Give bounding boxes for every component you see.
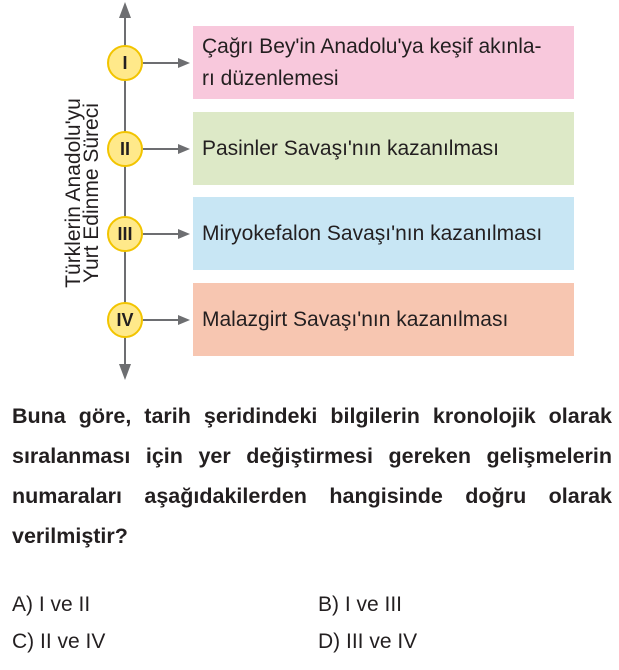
arrow-up-icon (119, 2, 131, 18)
option-b[interactable]: B) I ve III (318, 593, 403, 616)
option-d[interactable]: D) III ve IV (318, 630, 418, 653)
numeral-circle-1: I (107, 45, 143, 81)
event-1-line1: Çağrı Bey'in Anadolu'ya keşif akınla- (202, 34, 542, 58)
connector-3 (143, 229, 190, 239)
event-box-1 (193, 26, 574, 99)
connector-1 (143, 58, 190, 68)
event-1-line2: rı düzenlemesi (202, 66, 339, 90)
event-box-2 (193, 112, 574, 185)
numeral-circle-2: II (107, 131, 143, 167)
axis-label-line1: Türklerin Anadolu'yu (62, 98, 85, 288)
arrow-down-icon (119, 364, 131, 380)
numeral-circle-3: III (107, 216, 143, 252)
question-text: Buna göre, tarih şeridindeki bilgilerin kronolojik olarak sıralanması için yer değiştirmesi gereken gelişmelerin numaraları aşağıdakilerden hangisinde doğru olarak verilmiştir? (12, 404, 612, 548)
event-4-text: Malazgirt Savaşı'nın kazanılması (202, 307, 509, 331)
event-2-text: Pasinler Savaşı'nın kazanılması (202, 136, 499, 160)
option-c[interactable]: C) II ve IV (12, 630, 106, 653)
axis-label-line2: Yurt Edinme Süreci (80, 103, 103, 283)
numeral-circle-4: IV (107, 302, 143, 338)
event-box-4 (193, 283, 574, 356)
event-3-text: Miryokefalon Savaşı'nın kazanılması (202, 221, 543, 245)
connector-4 (143, 315, 190, 325)
option-a[interactable]: A) I ve II (12, 593, 91, 616)
connector-2 (143, 144, 190, 154)
event-box-3 (193, 197, 574, 270)
